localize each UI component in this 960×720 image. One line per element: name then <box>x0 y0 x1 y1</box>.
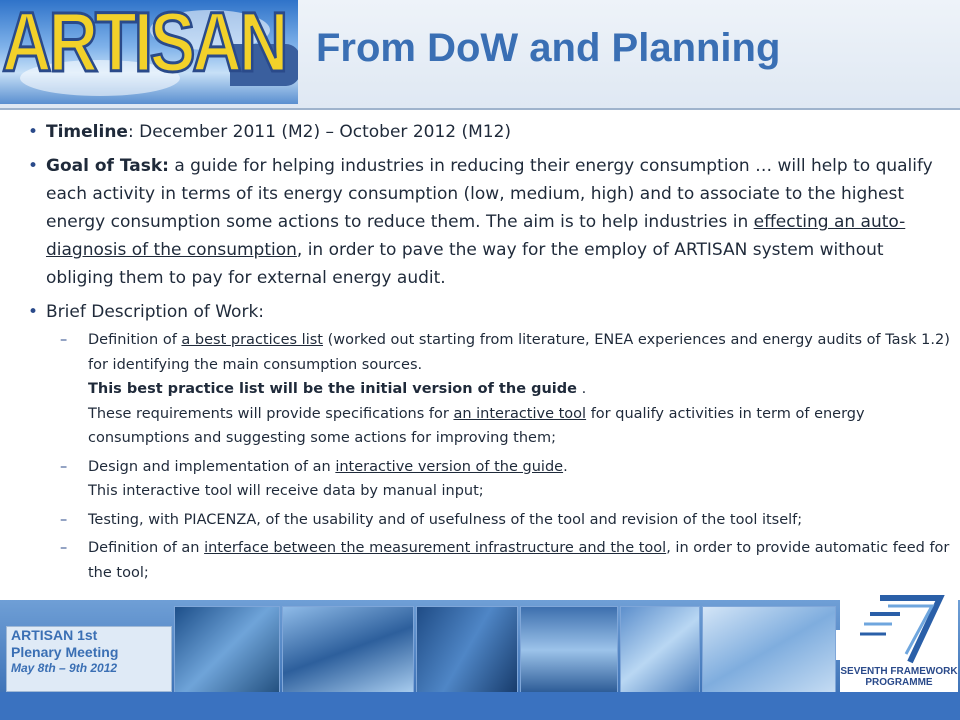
fp7-line-2: PROGRAMME <box>865 677 933 688</box>
footer-photo-6 <box>702 606 836 694</box>
fp7-logo <box>840 592 958 692</box>
goal-text-1: a guide for helping industries in reducing their energy consumption … will help to qualify each activity in terms of its energy consumption (low, medium, high) and to associate to the highest energy consumption some actions to reduce them. The aim is to help industries in <box>46 156 933 232</box>
sub-item-1-text-d: for qualify activities in term of energy consumptions and suggesting some actions for improving them; <box>88 405 865 446</box>
bullet-brief: • Brief Description of Work: <box>28 302 265 322</box>
sub-item-4: – Definition of an interface between the measurement infrastructure and the tool, in order to provide automatic feed for the tool; <box>60 540 950 581</box>
sub-item-2-text-a: Design and implementation of an <box>88 458 336 475</box>
footer-photo-2 <box>282 606 414 694</box>
meeting-date: May 8th – 9th 2012 <box>11 661 118 675</box>
sub-item-1-text-b: (worked out starting from literature, ENEA experiences and energy audits of Task 1.2) for identifying the main consumption sources. <box>88 332 950 373</box>
interface-link: interface between the measurement infrastructure and the tool <box>204 540 667 556</box>
goal-link: effecting an auto-diagnosis of the consumption <box>46 212 906 260</box>
goal-label: Goal of Task: <box>46 156 169 176</box>
timeline-text: : December 2011 (M2) – October 2012 (M12) <box>127 122 512 142</box>
sub-item-1-bold: This best practice list will be the initial version of the guide <box>88 381 577 397</box>
artisan-logo: ARTISAN <box>0 0 298 104</box>
bullet-goal: • Goal of Task: a guide for helping industries in reducing their energy consumption … will help to qualify each activity in terms of its energy consumption (low, medium, high) and to associate to the highest energy consumption some actions to reduce them. The aim is to help industries in effecting an auto-diagnosis of the consumption, in order to pave the way for the employ of ARTISAN system without obliging them to pay for external energy audit. <box>28 156 933 288</box>
meeting-line-2: Plenary Meeting <box>11 644 119 660</box>
sub-item-1-text-c: These requirements will provide specifications for <box>88 405 454 422</box>
meeting-label-box <box>6 626 172 692</box>
sub-item-3-text: Testing, with PIACENZA, of the usability and of usefulness of the tool and revision of the tool itself; <box>88 511 803 528</box>
fp7-seven-icon <box>840 592 958 666</box>
sub-item-3: – Testing, with PIACENZA, of the usability and of usefulness of the tool and revision of the tool itself; <box>60 511 803 528</box>
timeline-label: Timeline <box>46 122 128 142</box>
footer-bar <box>0 692 960 720</box>
footer-photo-5 <box>620 606 700 694</box>
best-practices-link: a best practices list <box>181 332 323 348</box>
interactive-tool-link: an interactive tool <box>453 405 587 422</box>
sub-item-2: – Design and implementation of an interactive version of the guide. This interactive tool will receive data by manual input; <box>60 458 568 499</box>
brief-label: Brief Description of Work: <box>46 302 265 322</box>
bullet-timeline: • Timeline: December 2011 (M2) – October 2012 (M12) <box>28 122 512 142</box>
goal-text-2: , in order to pave the way for the employ of ARTISAN system without obliging them to pay for external energy audit. <box>46 240 884 288</box>
sub-item-4-text-b: , in order to provide automatic feed for the tool; <box>88 540 950 581</box>
sub-item-2-text-c: This interactive tool will receive data by manual input; <box>88 483 484 499</box>
sub-item-4-text-a: Definition of an <box>88 540 205 556</box>
footer-photo-3 <box>416 606 518 694</box>
interactive-guide-link: interactive version of the guide <box>335 458 564 475</box>
sub-item-2-text-b: . <box>563 458 568 475</box>
slide-body <box>28 118 954 585</box>
slide-title: From DoW and Planning <box>316 26 781 70</box>
meeting-line-1: ARTISAN 1st <box>11 627 98 643</box>
footer-photo-4 <box>520 606 618 694</box>
footer-photo-1 <box>174 606 280 694</box>
fp7-line-1: SEVENTH FRAMEWORK <box>840 666 958 677</box>
sub-item-1: – Definition of a best practices list (worked out starting from literature, ENEA experiences and energy audits of Task 1.2) for identifying the main consumption sources. This best practice list will be the initial version of the guide . These requirements will provide specifications for an interactive tool for qualify activities in term of energy consumptions and suggesting some actions for improving them; <box>60 332 950 446</box>
slide-header <box>0 0 960 110</box>
sub-item-1-text-a: Definition of <box>88 332 182 348</box>
sub-item-1-bold-end: . <box>576 381 587 397</box>
